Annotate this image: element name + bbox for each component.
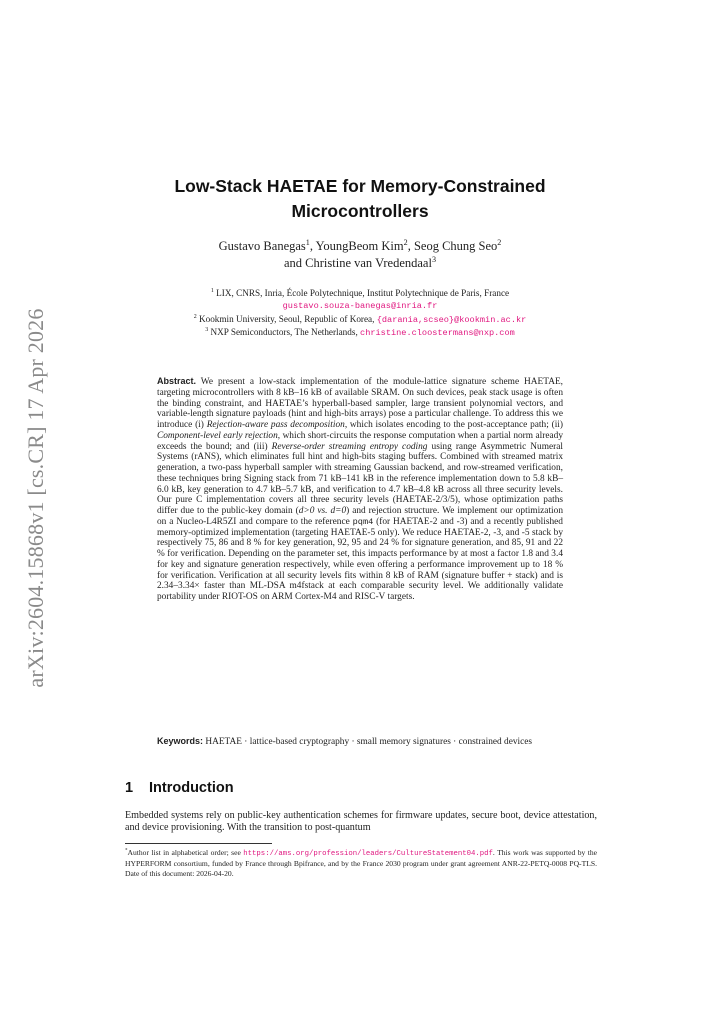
affiliation-text: NXP Semiconductors, The Netherlands, [210,327,358,338]
affiliation-2 [110,313,610,326]
abstract-label: Abstract. [157,376,197,386]
author-name: Christine van Vredendaal [305,256,432,270]
affiliation-marker: 1 [305,237,310,247]
abstract-text: (for HAETAE-2 and -3) and a recently published memory-optimized implementation (targeting HAETAE-5 only). We reduce HAETAE-2, -3, and -5 stack by respectively 75, 86 and 8 % for key generation, 92, 95 and 24 % for signature generation, and 85, 91 and 22 % for verification. Depending on the parameter set, this impacts performance by at most a factor 1.8 and 3.4 for key and signature generation respectively, while even offering a performance improvement up to 18 % for verification. Verification at all security levels fits within 8 kB of RAM (signature buffer + stack) and is 2.34–3.34× faster than ML-DSA m4fstack at each comparable security level. We additionally validate portability under RIOT-OS on ARM Cortex-M4 and RISC-V targets. [157,516,563,602]
keywords [157,736,563,748]
author-name: Gustavo Banegas [218,239,306,253]
author-list: Gustavo Banegas$^1$, YoungBeom Kim$^2$, Seog Chung Seo$^2$ and Christine van Vredendaal$^3$ [218,237,502,270]
footnote-mark: * [125,848,128,854]
email-link[interactable]: gustavo.souza-banegas@inria.fr [282,301,438,312]
footnote-text: . This work was supported by the HYPERFORM consortium, funded by France through Bpifrance, and by the France 2030 program under grant agreement ANR-22-PETQ-0008 PQ-TLS. Date of this document: 2026-04-20. [125,848,597,878]
author-name: Seog Chung Seo [413,239,498,253]
affiliation-number: 2 [193,313,197,320]
footnote-text: Author list in alphabetical order; see [127,848,241,857]
introduction-paragraph: Embedded systems rely on public-key authentication schemes for firmware updates, secure boot, device attestation, and device provisioning. With the transition to post-quantum [125,810,597,834]
affiliation-text: LIX, CNRS, Inria, École Polytechnique, Institut Polytechnique de Paris, France [216,288,510,298]
author-conjunction: and [283,256,303,270]
section-number: 1 [125,780,134,796]
abstract-text: We present a low-stack implementation of the module-lattice signature scheme HAETAE, targeting microcontrollers with 8 kB–16 kB of available SRAM. On such devices, peak stack usage is often the binding constraint, and HAETAE’s hyperball-based sampler, large transient polynomial vectors, and variable-length signature payloads (hint and high-bits arrays) pose a particular challenge. To address this we introduce (i) [157,377,563,430]
abstract-code: pqm4 [352,516,374,527]
author-name: YoungBeom Kim [315,239,404,253]
abstract-text: ) and rejection structure. We implement our optimization on a Nucleo-L4R5ZI and compare to the reference [157,506,563,527]
paper-title: Low-Stack HAETAE for Memory-Constrained Microcontrollers [174,176,546,221]
arxiv-identifier-stamp: arXiv:2604.15868v1 [cs.CR] 17 Apr 2026 [23,308,48,688]
affiliation-3 [110,326,610,339]
abstract-text: , which short-circuits the response computation when a partial norm already exceeds the bound; and (iii) [157,430,563,452]
affiliation-number: 1 [210,287,214,294]
footnote [125,848,597,878]
email-link[interactable]: christine.cloostermans@nxp.com [360,328,515,339]
keywords-text: HAETAE · lattice-based cryptography · small memory signatures · constrained devices [205,737,533,747]
affiliation-marker: 2 [497,237,502,247]
affiliation-marker: 3 [431,254,436,264]
affiliation-marker: 2 [403,237,408,247]
abstract-text: , which isolates encoding to the post-acceptance path; (ii) [344,420,564,430]
abstract-emphasis: Reverse-order streaming entropy coding [271,441,428,452]
section-title: Introduction [149,780,234,796]
email-link[interactable]: {darania,scseo}@kookmin.ac.kr [376,314,527,325]
affiliation-number: 3 [205,327,209,334]
abstract-emphasis: Component-level early rejection [157,430,278,441]
affiliations [110,287,610,340]
affiliation-1 [110,287,610,313]
keywords-label: Keywords: [157,736,204,746]
footnote-url-link[interactable]: https://ams.org/profession/leaders/CultureStatement04.pdf [243,850,493,858]
abstract-emphasis: Rejection-aware pass decomposition [206,420,345,430]
abstract-math: d>0 vs. d=0 [298,506,347,516]
section-heading [125,780,234,796]
footnote-divider [125,843,272,844]
abstract [157,376,563,603]
abstract-text: using range Asymmetric Numeral Systems (rANS), which eliminates full hint and high-bits staging buffers. Combined with streamed matrix generation, a two-pass hyperball sampler with streaming Gaussian backend, and row-streamed verification, these techniques bring Signing stack from 71 kB–141 kB in the reference implementation down to 5.8 kB–6.0 kB, key generation to 4.7 kB–5.7 kB, and verification to 4.7 kB–4.8 kB across all three security levels. Our pure C implementation covers all three security levels (HAETAE-2/3/5), whose optimization paths differ due to the public-key domain ( [157,441,563,516]
affiliation-text: Kookmin University, Seoul, Republic of Korea, [198,313,375,324]
